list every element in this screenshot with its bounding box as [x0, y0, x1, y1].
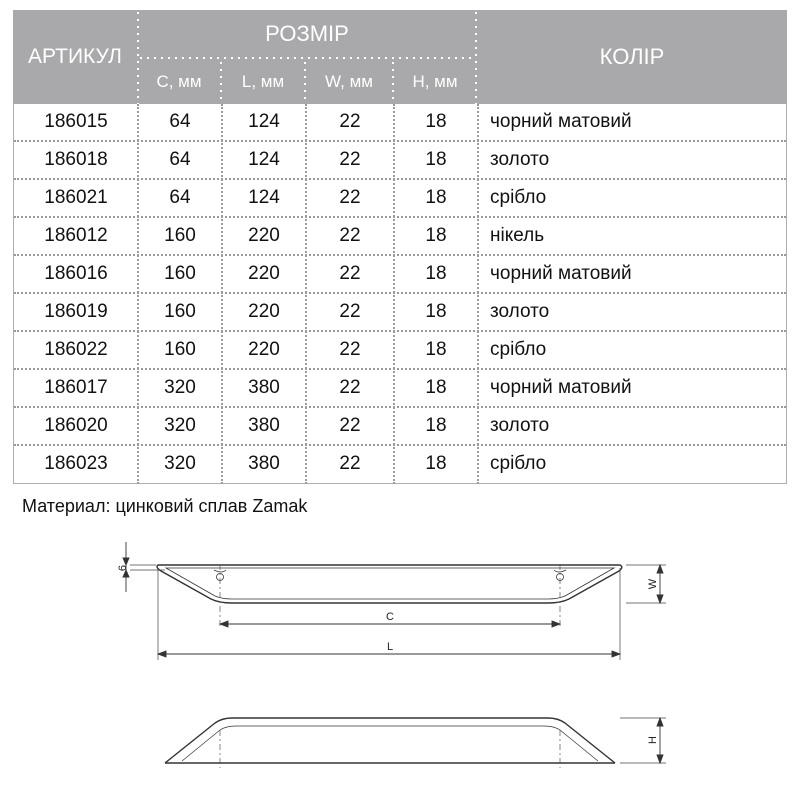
table-row	[14, 408, 786, 446]
cell-color: срібло	[490, 453, 547, 474]
cell-c: 160	[164, 301, 196, 322]
column-divider	[477, 104, 479, 484]
cell-art: 186018	[44, 149, 108, 170]
cell-h: 18	[425, 111, 447, 132]
table-row	[14, 180, 786, 218]
cell-color: золото	[490, 301, 550, 322]
cell-color: золото	[490, 415, 550, 436]
header-size: РОЗМІР	[265, 20, 349, 46]
cell-art: 186022	[44, 339, 108, 360]
cell-c: 64	[169, 187, 191, 208]
cell-h: 18	[425, 149, 447, 170]
cell-l: 220	[248, 301, 280, 322]
cell-l: 380	[248, 453, 280, 474]
cell-l: 220	[248, 225, 280, 246]
cell-art: 186012	[44, 225, 108, 246]
cell-art: 186015	[44, 111, 108, 132]
cell-w: 22	[339, 415, 361, 436]
cell-l: 124	[248, 111, 280, 132]
cell-w: 22	[339, 377, 361, 398]
table-body	[13, 104, 787, 484]
table-row	[14, 332, 786, 370]
handle-drawing	[0, 520, 800, 800]
table-header	[13, 10, 787, 104]
cell-art: 186020	[44, 415, 108, 436]
material-note: Материал: цинковий сплав Zamak	[22, 496, 308, 516]
cell-l: 124	[248, 187, 280, 208]
cell-h: 18	[425, 225, 447, 246]
header-l: L, мм	[241, 72, 285, 91]
cell-l: 220	[248, 339, 280, 360]
cell-color: золото	[490, 149, 550, 170]
column-divider	[221, 104, 223, 484]
cell-c: 320	[164, 415, 196, 436]
header-article: АРТИКУЛ	[28, 45, 122, 68]
dim-c-label: C	[386, 611, 394, 623]
cell-w: 22	[339, 111, 361, 132]
table-row	[14, 294, 786, 332]
cell-color: срібло	[490, 339, 547, 360]
cell-w: 22	[339, 225, 361, 246]
cell-w: 22	[339, 453, 361, 474]
cell-color: чорний матовий	[490, 263, 632, 284]
cell-color: чорний матовий	[490, 111, 632, 132]
cell-l: 380	[248, 377, 280, 398]
header-color: КОЛІР	[599, 44, 665, 69]
column-divider	[305, 104, 307, 484]
dim-6-label: 6	[117, 564, 129, 572]
cell-w: 22	[339, 187, 361, 208]
header-w: W, мм	[325, 72, 373, 91]
table-row	[14, 370, 786, 408]
header-h: H, мм	[412, 72, 458, 91]
cell-art: 186021	[44, 187, 108, 208]
cell-c: 64	[169, 111, 191, 132]
table-row	[14, 104, 786, 142]
cell-art: 186016	[44, 263, 108, 284]
cell-art: 186019	[44, 301, 108, 322]
cell-h: 18	[425, 415, 447, 436]
cell-c: 160	[164, 225, 196, 246]
cell-color: срібло	[490, 187, 547, 208]
cell-h: 18	[425, 263, 447, 284]
dim-w-label: W	[646, 578, 659, 590]
column-divider	[137, 104, 139, 484]
header-c: C, мм	[156, 72, 202, 91]
cell-c: 64	[169, 149, 191, 170]
cell-w: 22	[339, 149, 361, 170]
table-row	[14, 256, 786, 294]
cell-h: 18	[425, 339, 447, 360]
table-row	[14, 142, 786, 180]
cell-c: 160	[164, 263, 196, 284]
cell-h: 18	[425, 301, 447, 322]
cell-w: 22	[339, 263, 361, 284]
cell-w: 22	[339, 301, 361, 322]
table-row	[14, 446, 786, 484]
cell-h: 18	[425, 377, 447, 398]
cell-color: нікель	[490, 225, 545, 246]
cell-art: 186023	[44, 453, 108, 474]
header-dividers	[13, 10, 787, 104]
cell-l: 124	[248, 149, 280, 170]
cell-l: 220	[248, 263, 280, 284]
cell-l: 380	[248, 415, 280, 436]
cell-c: 320	[164, 377, 196, 398]
table-row	[14, 218, 786, 256]
column-divider	[393, 104, 395, 484]
cell-color: чорний матовий	[490, 377, 632, 398]
cell-h: 18	[425, 453, 447, 474]
dim-l-label: L	[386, 641, 394, 653]
cell-c: 160	[164, 339, 196, 360]
cell-art: 186017	[44, 377, 108, 398]
dim-h-label: H	[646, 736, 659, 744]
cell-h: 18	[425, 187, 447, 208]
spec-table	[13, 10, 787, 484]
cell-c: 320	[164, 453, 196, 474]
cell-w: 22	[339, 339, 361, 360]
